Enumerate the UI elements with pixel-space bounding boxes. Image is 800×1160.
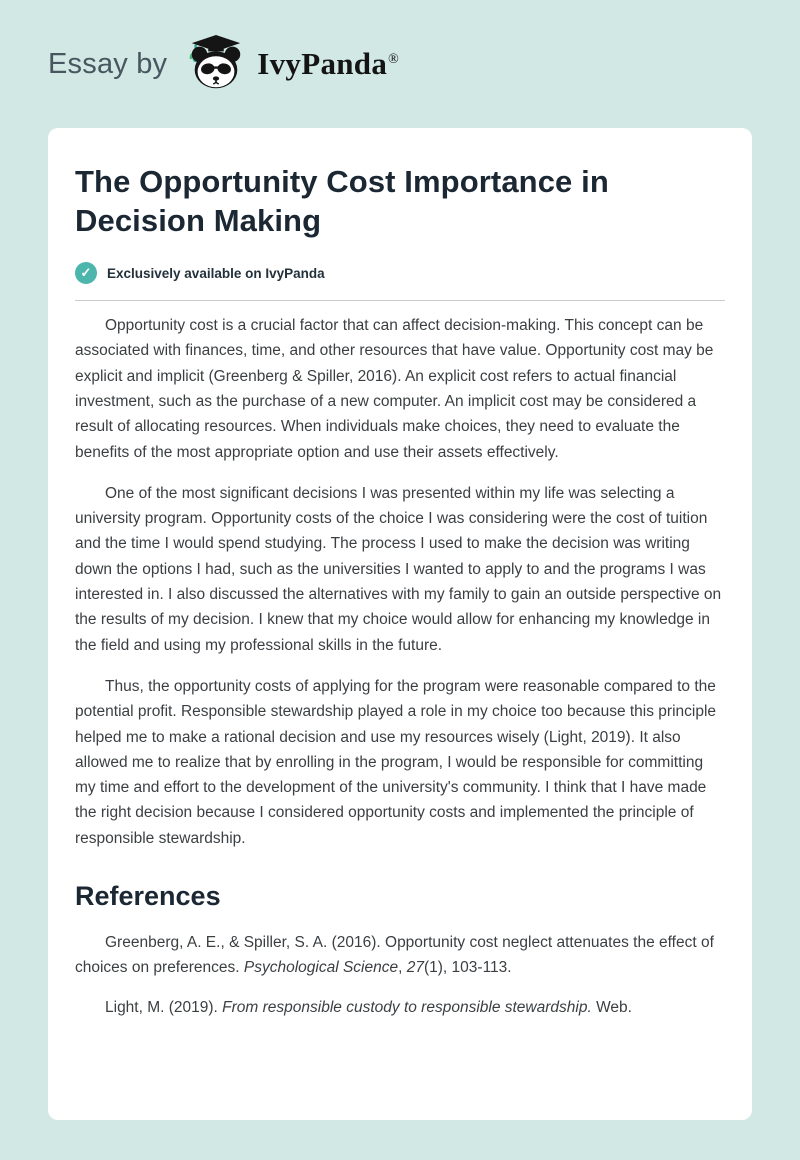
ivypanda-logo bbox=[185, 33, 247, 95]
reference-journal: Psychological Science bbox=[243, 959, 399, 977]
panda-icon bbox=[185, 33, 247, 95]
reference-title: From responsible custody to responsible stewardship. bbox=[222, 998, 592, 1016]
references-heading: References bbox=[75, 881, 221, 912]
reference-item-2 bbox=[75, 995, 725, 1020]
reference-volume: 27 bbox=[406, 959, 424, 977]
site-header bbox=[0, 0, 800, 128]
references-list bbox=[75, 930, 725, 1020]
essay-body bbox=[75, 313, 725, 851]
essay-paragraph-3: Thus, the opportunity costs of applying for the program were reasonable compared to the potential profit. Responsible stewardship played a role in my choice too because this principle helped me to make a rational decision and use my resources wisely (Light, 2019). It also allowed me to realize that by enrolling in the program, I would be responsible for committing my time and effort to the development of the university's community. I think that I have made the right decision because I considered opportunity costs and implemented the principle of responsible stewardship. bbox=[75, 677, 717, 847]
brand-text: IvyPanda bbox=[257, 46, 388, 81]
brand-name bbox=[257, 46, 399, 82]
divider bbox=[75, 300, 725, 301]
essay-by-label: Essay by bbox=[48, 47, 168, 80]
reference-text: Light, M. (2019). bbox=[105, 998, 223, 1016]
page-title: The Opportunity Cost Importance in Decision Making bbox=[75, 164, 609, 239]
essay-paragraph-2: One of the most significant decisions I was presented within my life was selecting a university program. Opportunity costs of the choice I was considering were the cost of tuition and the time I would spend studying. The process I used to make the decision was writing down the options I had, such as the universities I wanted to apply to and the programs I was interested in. I also discussed the alternatives with my family to gain an outside perspective on the results of my decision. I knew that my choice would allow for enhancing my knowledge in the field and using my professional skills in the future. bbox=[75, 484, 722, 654]
essay-card bbox=[48, 128, 752, 1120]
availability-row bbox=[75, 262, 725, 284]
reference-text: , bbox=[398, 959, 407, 977]
reference-item-1 bbox=[75, 930, 725, 981]
registered-mark: ® bbox=[388, 51, 400, 67]
check-icon: ✓ bbox=[75, 262, 97, 284]
reference-text: Web. bbox=[591, 998, 632, 1016]
availability-label: Exclusively available on IvyPanda bbox=[107, 265, 325, 281]
reference-text: (1), 103-113. bbox=[423, 959, 512, 977]
reference-text: Greenberg, A. E., & Spiller, S. A. (2016). Opportunity cost neglect attenuates the effect of choices on preferences. bbox=[75, 934, 714, 977]
essay-paragraph-1: Opportunity cost is a crucial factor that can affect decision-making. This concept can be associated with finances, time, and other resources that have value. Opportunity cost may be explicit and implicit (Greenberg & Spiller, 2016). An explicit cost refers to actual financial investment, such as the purchase of a new computer. An implicit cost may be considered a result of allocating resources. When individuals make choices, they need to evaluate the benefits of the most appropriate option and use their assets effectively. bbox=[75, 317, 714, 461]
